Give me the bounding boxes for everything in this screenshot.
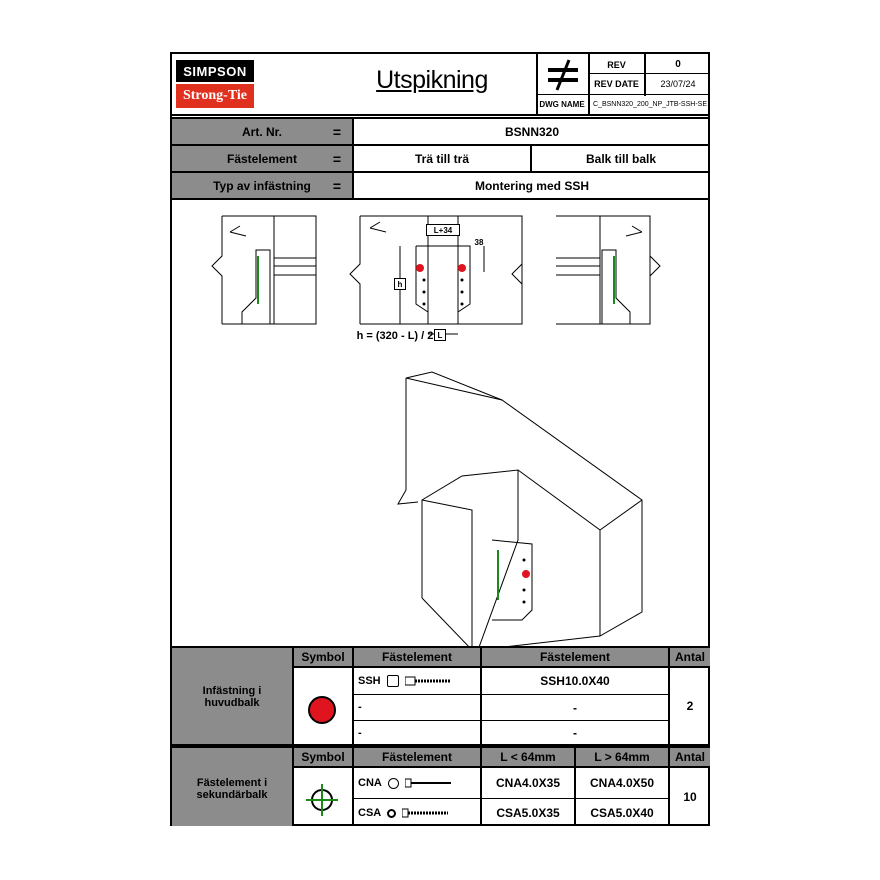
art-label: Art. Nr.: [241, 124, 282, 139]
rev-label: REV: [607, 59, 626, 70]
drawing-sheet: [170, 52, 710, 826]
table2-section-label: Fästelement i sekundärbalk: [196, 777, 268, 801]
fastelement-equals: =: [332, 150, 342, 167]
table1-row-product: -: [573, 726, 577, 740]
fastelement-value-2: Balk till balk: [585, 151, 657, 166]
table1-row: [358, 670, 478, 692]
logo-simpson: SIMPSON: [176, 60, 254, 82]
page-title: Utspikning: [376, 66, 488, 94]
not-equal-icon: [540, 57, 586, 93]
table2-col-l-lt: L < 64mm: [500, 750, 556, 764]
table1-row-code: SSH: [358, 675, 381, 687]
table2-row-lt: CNA4.0X35: [495, 776, 561, 790]
dimension-formula: h = (320 - L) / 2: [356, 330, 434, 342]
fastelement-value-1: Trä till trä: [414, 151, 470, 166]
screw-symbol: [308, 696, 336, 724]
logo-strongtie: Strong-Tie: [176, 84, 254, 108]
table1-col-fastelement-2: Fästelement: [539, 650, 611, 664]
hex-head-icon: [387, 675, 399, 687]
table2-row-code: CSA: [358, 807, 382, 819]
art-equals: =: [332, 123, 342, 140]
table1-row-code: -: [358, 727, 362, 739]
table2-row-lt: CSA5.0X35: [496, 806, 560, 820]
nail-head-icon: [388, 778, 399, 789]
table1-section-label: Infästning i huvudbalk: [202, 685, 262, 709]
dim-38: 38: [474, 237, 484, 247]
table1-row-product: -: [573, 701, 577, 715]
typ-equals: =: [332, 177, 342, 194]
table2-row: [358, 770, 478, 796]
rev-date-value: 23/07/24: [660, 79, 696, 89]
table2-row-code: CNA: [358, 777, 382, 789]
table1-row-code: -: [358, 701, 362, 713]
logo: [176, 60, 254, 110]
rev-date-label: REV DATE: [594, 79, 639, 89]
connection-drawings: [172, 200, 710, 646]
table1-row-product: SSH10.0X40: [540, 674, 610, 688]
dim-l34: L+34: [426, 224, 460, 236]
dim-L: L: [434, 329, 446, 341]
table1-col-symbol: Symbol: [301, 650, 345, 664]
table1-col-fastelement-1: Fästelement: [381, 650, 453, 664]
screw-icon: [405, 676, 453, 686]
table1-antal-value: 2: [686, 699, 694, 713]
nail-symbol-icon: [304, 782, 340, 818]
table2-antal-value: 10: [683, 790, 697, 804]
table1-col-antal: Antal: [675, 650, 705, 664]
table2-col-l-gt: L > 64mm: [594, 750, 650, 764]
art-value: BSNN320: [504, 124, 560, 139]
nail-icon: [405, 778, 453, 788]
dwg-name-value: C_BSNN320_200_NP_JTB-SSH-SE: [593, 101, 707, 108]
dwg-name-label: DWG NAME: [539, 100, 585, 109]
typ-label: Typ av infästning: [213, 178, 311, 193]
table2-col-symbol: Symbol: [301, 750, 345, 764]
typ-value: Montering med SSH: [474, 178, 589, 193]
table2-row-gt: CSA5.0X40: [590, 806, 654, 820]
table2-row-gt: CNA4.0X50: [589, 776, 655, 790]
screw-head-icon: [387, 809, 396, 818]
table2-col-antal: Antal: [675, 750, 705, 764]
table2-col-fastelement: Fästelement: [381, 750, 453, 764]
fastelement-label: Fästelement: [226, 151, 298, 166]
dim-h: h: [394, 278, 406, 290]
rev-value: 0: [675, 59, 681, 70]
table2-row: [358, 800, 478, 826]
screw-icon: [402, 808, 450, 818]
